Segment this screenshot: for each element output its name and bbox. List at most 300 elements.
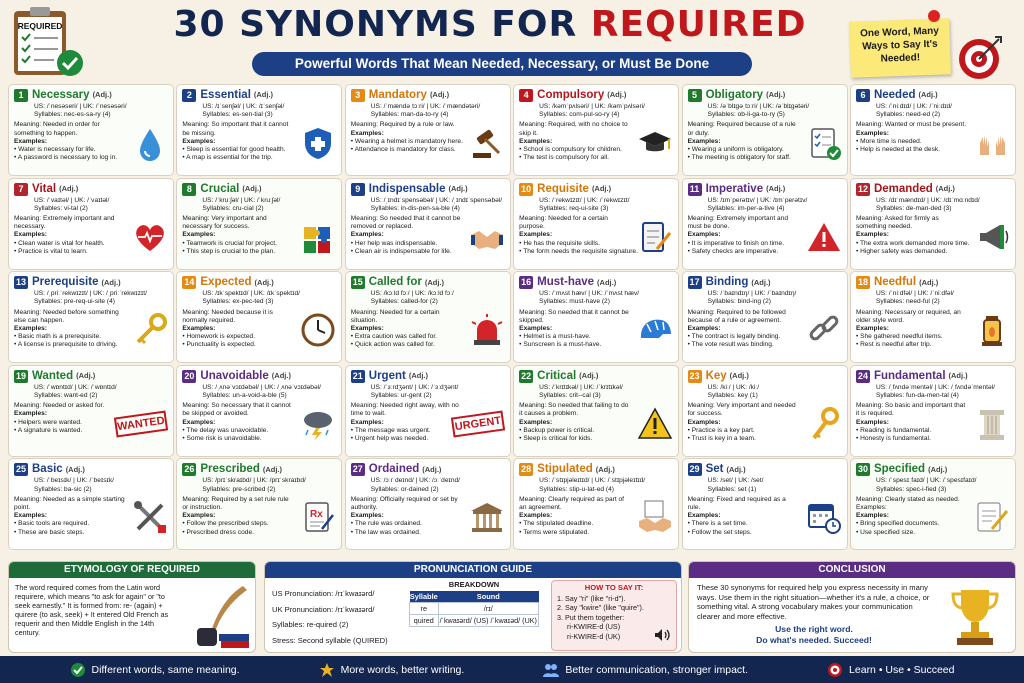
helmet-icon bbox=[637, 312, 673, 348]
card-word: Basic bbox=[32, 463, 63, 476]
card-number: 4 bbox=[519, 89, 533, 102]
example-list bbox=[688, 146, 808, 162]
card-meaning: Meaning: Necessary or required, an older style word. bbox=[855, 308, 961, 324]
example-item: • Wearing a uniform is obligatory. bbox=[688, 146, 808, 154]
card-number: 15 bbox=[352, 277, 363, 288]
tagline-line: Do what's needed. Succeed! bbox=[756, 634, 872, 645]
examples-label: Examples: bbox=[182, 137, 216, 145]
gavel-icon bbox=[469, 125, 505, 161]
card-pronunciation: US: /ɪkˈspektɪd/ | UK: /ɪkˈspektɪd/ bbox=[202, 290, 300, 298]
example-item: • Wearing a helmet is mandatory here. bbox=[351, 138, 471, 146]
how-to-say-title: HOW TO SAY IT: bbox=[584, 583, 644, 592]
synonym-card bbox=[176, 365, 342, 457]
examples-label: Examples: bbox=[182, 418, 216, 426]
sticky-note: One Word, Many Ways to Say It's Needed! bbox=[849, 18, 951, 77]
synonym-card bbox=[176, 271, 342, 363]
card-syllables: Syllables: bind-ing (2) bbox=[707, 298, 771, 306]
card-pronunciation: US: /ˈkrɪtɪkəl/ | UK: /ˈkrɪtɪkəl/ bbox=[539, 383, 623, 391]
card-pos: (Adj.) bbox=[253, 90, 274, 100]
card-pos: (Adj.) bbox=[919, 277, 939, 287]
alert-icon bbox=[637, 406, 673, 442]
card-word: Must-have bbox=[537, 276, 595, 289]
card-word: Necessary bbox=[32, 89, 90, 101]
examples-label: Examples: bbox=[14, 137, 47, 145]
page-title bbox=[110, 4, 870, 45]
card-pos: (Adj.) bbox=[766, 90, 786, 100]
example-list bbox=[688, 520, 808, 536]
example-item: • Basic tools are required. bbox=[14, 520, 134, 528]
example-list bbox=[182, 240, 302, 256]
card-pronunciation: US: /ˈɜːrdʒənt/ | UK: /ˈɜːdʒənt/ bbox=[370, 383, 459, 391]
example-list bbox=[856, 240, 976, 256]
urgent-stamp-icon: URGENT bbox=[451, 410, 505, 437]
card-syllables: Syllables: nec-es-sa-ry (4) bbox=[34, 111, 111, 119]
example-list bbox=[182, 520, 302, 536]
examples-label: Examples: bbox=[519, 137, 553, 145]
card-syllables: Syllables: fun-da-men-tal (4) bbox=[875, 391, 959, 399]
star-icon bbox=[319, 662, 335, 678]
card-number: 23 bbox=[689, 370, 700, 381]
examples-label: Examples: bbox=[14, 512, 47, 520]
card-meaning: Meaning: Wanted or must be present. bbox=[855, 121, 967, 129]
clipboard-pen-icon bbox=[637, 219, 673, 255]
footer bbox=[0, 656, 1024, 683]
card-pronunciation: US: /ˌfʌndəˈmentəl/ | UK: /ˌfʌndəˈmentəl/ bbox=[875, 383, 995, 391]
example-list bbox=[351, 333, 471, 349]
card-meaning: Meaning: Clearly stated as needed. Examples: bbox=[855, 495, 960, 511]
card-pos: (Adj.) bbox=[597, 277, 617, 287]
card-word: Critical bbox=[537, 369, 577, 382]
examples-label: Examples: bbox=[182, 512, 216, 520]
example-list bbox=[14, 146, 134, 162]
example-item: • Rest is needful after trip. bbox=[856, 341, 976, 349]
synonym-card bbox=[8, 458, 174, 550]
card-word: Prescribed bbox=[200, 463, 260, 476]
card-meaning: Meaning: Needed for a certain situation. bbox=[350, 308, 440, 324]
example-item: • The law was ordained. bbox=[351, 529, 471, 537]
card-pos: (Adj.) bbox=[935, 183, 955, 193]
card-number: 10 bbox=[521, 183, 532, 194]
card-number: 9 bbox=[351, 183, 365, 196]
card-syllables: Syllables: stip-u-lat-ed (4) bbox=[539, 485, 614, 493]
card-number: 26 bbox=[184, 464, 195, 475]
synonym-card bbox=[176, 458, 342, 550]
example-item: • Sleep is essential for good health. bbox=[182, 146, 302, 154]
how-step: ri-KWIRE-d (UK) bbox=[567, 631, 621, 641]
card-word: Imperative bbox=[705, 182, 764, 195]
title-part-2: REQUIRED bbox=[590, 4, 807, 45]
card-pos: (Adj.) bbox=[65, 464, 85, 474]
card-word: Expected bbox=[200, 276, 252, 289]
card-pos: (Adj.) bbox=[92, 90, 112, 100]
quill-ink-books-icon bbox=[189, 584, 251, 650]
conclusion-title: CONCLUSION bbox=[689, 562, 1015, 578]
card-pronunciation: US: /əˈblɪɡəˌtɔːri/ | UK: /əˈblɪɡətəri/ bbox=[707, 103, 810, 110]
card-syllables: Syllables: spec-i-fied (3) bbox=[875, 485, 947, 493]
handshake-icon bbox=[469, 219, 505, 255]
chain-icon bbox=[806, 312, 842, 348]
card-pos: (Adj.) bbox=[729, 371, 749, 381]
how-step: 2. Say "kwire" (like "quire"). bbox=[557, 603, 644, 613]
card-pos: (Adj.) bbox=[928, 464, 948, 474]
etymology-panel bbox=[8, 561, 256, 653]
synonym-card bbox=[513, 365, 679, 457]
card-pos: (Adj.) bbox=[59, 183, 79, 193]
card-word: Unavoidable bbox=[200, 369, 269, 382]
conclusion-text: These 30 synonyms for required help you express necessity in many ways. Use them in the right situation—whether it's a rule, a choice, or something vital. A strong vocabulary makes your communication clearer and more effective. bbox=[697, 583, 930, 621]
example-item: • Practice is a key part. bbox=[688, 427, 808, 435]
gold-key-icon bbox=[806, 406, 842, 442]
card-pronunciation: US: /ˈvaɪtəl/ | UK: /ˈvaɪtəl/ bbox=[34, 196, 110, 204]
examples-label: Examples: bbox=[687, 325, 721, 332]
uk-pronunciation: UK Pronunciation: /rɪˈkwaɪərd/ bbox=[272, 604, 375, 614]
example-list bbox=[856, 427, 976, 443]
card-number: 2 bbox=[182, 89, 196, 102]
card-meaning: Meaning: So needed that it cannot be removed or replaced. bbox=[350, 215, 461, 231]
breakdown-cell: /rɪ/ bbox=[438, 602, 538, 614]
card-word: Stipulated bbox=[537, 463, 593, 476]
card-pos: (Adj.) bbox=[607, 90, 627, 100]
example-item: • Practice is vital to learn. bbox=[14, 248, 134, 256]
card-pos: (Adj.) bbox=[595, 464, 615, 474]
card-number: 20 bbox=[184, 370, 195, 381]
example-item: • Reading is fundamental. bbox=[856, 427, 976, 435]
example-item: • He has the requisite skills. bbox=[519, 240, 639, 248]
card-word: Key bbox=[705, 369, 727, 382]
card-pos: (Adj.) bbox=[766, 183, 786, 193]
card-meaning: Meaning: So important that it cannot be missing. bbox=[182, 121, 289, 137]
card-syllables: Syllables: vi-tal (2) bbox=[34, 204, 88, 212]
synonym-card bbox=[850, 84, 1016, 176]
card-word: Called for bbox=[368, 276, 422, 289]
card-pronunciation: US: /ˌpriːˈrekwɪzɪt/ | UK: /ˌpriːˈrekwɪzɪt/ bbox=[34, 290, 147, 298]
card-meaning: Meaning: Very important and necessary for success. bbox=[182, 215, 267, 231]
example-item: • Safety checks are imperative. bbox=[688, 248, 808, 256]
card-word: Specified bbox=[873, 463, 926, 476]
examples-label: Examples: bbox=[519, 325, 553, 332]
calendar-clock-icon bbox=[806, 499, 842, 535]
card-pronunciation: US: /kiː/ | UK: /kiː/ bbox=[707, 383, 760, 391]
example-list bbox=[856, 138, 976, 154]
card-meaning: Meaning: Fixed and required as a rule. bbox=[687, 495, 786, 511]
checklist-icon bbox=[806, 125, 842, 161]
card-word: Needful bbox=[873, 276, 917, 289]
synonym-card bbox=[682, 84, 848, 176]
card-meaning: Meaning: Needed because it is normally required. bbox=[182, 308, 273, 324]
card-pronunciation: US: /ˈmʌst hæv/ | UK: /ˈmʌst hæv/ bbox=[539, 290, 640, 298]
card-pronunciation: US: /ˈkruːʃəl/ | UK: /ˈkruːʃəl/ bbox=[202, 196, 281, 204]
card-pronunciation: US: /ɔːrˈdeɪnd/ | UK: /ɔːˈdeɪnd/ bbox=[370, 477, 461, 485]
card-pos: (Adj.) bbox=[271, 371, 291, 381]
synonym-card bbox=[176, 178, 342, 270]
example-item: • Prescribed dress code. bbox=[182, 529, 302, 537]
example-list bbox=[856, 520, 976, 536]
synonym-card bbox=[176, 84, 342, 176]
example-list bbox=[182, 427, 302, 443]
puzzle-icon bbox=[300, 219, 336, 255]
card-number: 19 bbox=[15, 370, 26, 381]
card-word: Demanded bbox=[873, 182, 933, 195]
example-list bbox=[351, 138, 471, 154]
card-pronunciation: US: /ˈrekwɪzɪt/ | UK: /ˈrekwɪzɪt/ bbox=[539, 196, 630, 204]
example-list bbox=[519, 146, 639, 162]
example-item: • Clean water is vital for health. bbox=[14, 240, 134, 248]
how-to-say-box bbox=[551, 580, 677, 651]
example-item: • Homework is expected. bbox=[182, 333, 302, 341]
how-step: 3. Put them together: bbox=[557, 612, 625, 622]
tagline-line: Use the right word. bbox=[775, 624, 853, 635]
card-pronunciation: US: /ˈbeɪsɪk/ | UK: /ˈbeɪsɪk/ bbox=[34, 477, 114, 485]
card-meaning: Meaning: Required to be followed because of a rule or agreement. bbox=[687, 308, 786, 324]
example-item: • The delay was unavoidable. bbox=[182, 427, 302, 435]
card-meaning: Meaning: Extremely important and necessary. bbox=[14, 215, 115, 231]
example-item: • A signature is wanted. bbox=[14, 427, 134, 435]
synonym-grid bbox=[8, 84, 1016, 550]
example-item: • Trust is key in a team. bbox=[688, 435, 808, 443]
card-syllables: Syllables: ob-li-ga-to-ry (5) bbox=[707, 111, 785, 119]
example-item: • Urgent help was needed. bbox=[351, 435, 471, 443]
card-word: Compulsory bbox=[537, 89, 605, 101]
card-number: 22 bbox=[521, 370, 532, 381]
heartbeat-icon bbox=[132, 219, 168, 255]
card-pos: (Adj.) bbox=[918, 90, 938, 100]
card-syllables: Syllables: must-have (2) bbox=[539, 298, 610, 306]
example-item: • Help is needed at the desk. bbox=[856, 146, 976, 154]
example-item: • Sunscreen is a must-have. bbox=[519, 341, 639, 349]
card-meaning: Meaning: So needed that it cannot be skipped. bbox=[519, 308, 629, 324]
example-list bbox=[856, 333, 976, 349]
card-pronunciation: US: /ɪmˈperətɪv/ | UK: /ɪmˈperətɪv/ bbox=[707, 196, 808, 204]
card-syllables: Syllables: req-ui-site (3) bbox=[539, 204, 609, 212]
card-number: 29 bbox=[689, 464, 700, 475]
examples-label: Examples: bbox=[182, 231, 216, 239]
examples-label: Examples: bbox=[855, 231, 889, 239]
column-icon bbox=[974, 406, 1010, 442]
examples-label: Examples: bbox=[687, 231, 721, 239]
example-item: • Helpers were wanted. bbox=[14, 419, 134, 427]
graduation-cap-icon bbox=[637, 125, 673, 161]
card-number: 7 bbox=[14, 183, 28, 196]
example-item: • More time is needed. bbox=[856, 138, 976, 146]
card-pos: (Adj.) bbox=[948, 371, 968, 381]
card-pos: (Adj.) bbox=[408, 371, 429, 381]
synonym-card bbox=[345, 84, 511, 176]
synonym-card bbox=[513, 178, 679, 270]
synonym-card bbox=[345, 365, 511, 457]
raised-hands-icon bbox=[974, 125, 1010, 161]
example-list bbox=[519, 240, 639, 256]
examples-label: Examples: bbox=[14, 231, 47, 239]
examples-label: Examples: bbox=[687, 418, 721, 426]
card-syllables: Syllables: called-for (2) bbox=[370, 298, 438, 306]
stress: Stress: Second syllable (QUIRED) bbox=[272, 635, 388, 645]
bottom-panels bbox=[8, 561, 1016, 654]
target-icon bbox=[957, 35, 1003, 81]
card-number: 27 bbox=[352, 464, 363, 475]
examples-label: Examples: bbox=[519, 231, 553, 239]
card-pos: (Adj.) bbox=[262, 464, 283, 474]
card-syllables: Syllables: key (1) bbox=[707, 391, 758, 399]
card-meaning: Meaning: So basic and important that it is required. bbox=[855, 402, 966, 418]
card-word: Crucial bbox=[200, 182, 240, 195]
card-word: Fundamental bbox=[873, 369, 946, 382]
card-word: Requisite bbox=[537, 182, 589, 195]
card-pronunciation: US: /dɪˈmændɪd/ | UK: /dɪˈmɑːndɪd/ bbox=[875, 196, 980, 204]
card-syllables: Syllables: pre-scribed (2) bbox=[202, 485, 276, 493]
card-syllables: Syllables: need-ed (2) bbox=[875, 111, 941, 119]
example-item: • Helmet is a must-have. bbox=[519, 333, 639, 341]
example-item: • The rule was ordained. bbox=[351, 520, 471, 528]
example-list bbox=[688, 240, 808, 256]
speaker-icon bbox=[654, 628, 670, 642]
example-item: • The message was urgent. bbox=[351, 427, 471, 435]
footer-text: Different words, same meaning. bbox=[91, 663, 240, 676]
example-list bbox=[519, 520, 639, 536]
example-item: • A license is prerequisite to driving. bbox=[14, 341, 134, 349]
footer-item bbox=[543, 662, 748, 678]
card-pos: (Adj.) bbox=[429, 90, 450, 100]
card-syllables: Syllables: com-pul-so-ry (4) bbox=[539, 111, 620, 119]
card-number: 14 bbox=[184, 277, 195, 288]
people-icon bbox=[543, 662, 559, 678]
examples-label: Examples: bbox=[182, 325, 216, 332]
example-list bbox=[351, 520, 471, 536]
synonym-card bbox=[8, 365, 174, 457]
clock-icon bbox=[300, 312, 336, 348]
synonym-card bbox=[682, 458, 848, 550]
synonym-card bbox=[850, 458, 1016, 550]
synonym-card bbox=[8, 178, 174, 270]
card-number: 8 bbox=[182, 183, 196, 196]
example-item: • School is compulsory for children. bbox=[519, 146, 639, 154]
card-number: 16 bbox=[521, 277, 532, 288]
shield-cross-icon bbox=[300, 125, 336, 161]
example-list bbox=[351, 240, 471, 256]
example-item: • Higher safety was demanded. bbox=[856, 248, 976, 256]
card-number: 3 bbox=[351, 89, 365, 102]
card-number: 21 bbox=[352, 370, 363, 381]
card-meaning: Meaning: Needed in order for something to happen. bbox=[14, 121, 100, 137]
us-pronunciation: US Pronunciation: /rɪˈkwaɪərd/ bbox=[272, 589, 375, 598]
card-number: 18 bbox=[857, 277, 868, 288]
card-meaning: Meaning: Officially required or set by authority. bbox=[350, 495, 458, 511]
card-pos: (Adj.) bbox=[726, 464, 746, 474]
card-meaning: Meaning: Required, with no choice to skip it. bbox=[519, 121, 628, 137]
synonym-card bbox=[682, 365, 848, 457]
example-item: • Her help was indispensable. bbox=[351, 240, 471, 248]
clipboard-label: REQUIRED bbox=[17, 21, 63, 31]
synonym-card bbox=[8, 84, 174, 176]
synonym-card bbox=[682, 178, 848, 270]
card-number: 5 bbox=[688, 89, 702, 102]
examples-label: Examples: bbox=[350, 418, 384, 426]
page-subtitle: Powerful Words That Mean Needed, Necessary, or Must Be Done bbox=[252, 52, 752, 76]
card-syllables: Syllables: es-sen-tial (3) bbox=[202, 111, 273, 119]
card-meaning: Meaning: Very important and needed for success. bbox=[687, 402, 796, 418]
card-syllables: Syllables: im-per-a-tive (4) bbox=[707, 204, 785, 212]
card-syllables: Syllables: set (1) bbox=[707, 485, 757, 493]
footer-item bbox=[70, 662, 240, 678]
example-list bbox=[14, 240, 134, 256]
card-word: Needed bbox=[873, 89, 916, 101]
examples-label: Examples: bbox=[14, 325, 47, 332]
card-meaning: Meaning: Needed right away, with no time to wait. bbox=[350, 402, 459, 418]
card-syllables: Syllables: pre-req-ui-site (4) bbox=[34, 298, 115, 306]
etymology-text: The word required comes from the Latin word requirere, which means "to ask for again" or "to seek earnestly." It is formed from: re- (again) + quirere (to ask, seek) + It entered Old French as requerir and then Middle English in the 14th century. bbox=[15, 583, 169, 637]
example-item: • Extra caution was called for. bbox=[351, 333, 471, 341]
warning-icon bbox=[806, 219, 842, 255]
title-part-1: 30 SYNONYMS FOR bbox=[173, 4, 591, 45]
breakdown-title: BREAKDOWN bbox=[448, 580, 500, 589]
card-word: Essential bbox=[200, 89, 251, 101]
footer-text: More words, better writing. bbox=[340, 663, 465, 676]
example-item: • The extra work demanded more time. bbox=[856, 240, 976, 248]
card-word: Mandatory bbox=[368, 89, 427, 101]
card-meaning: Meaning: Needed for a certain purpose. bbox=[519, 215, 608, 231]
card-word: Obligatory bbox=[705, 89, 764, 101]
example-item: • Terms were stipulated. bbox=[519, 529, 639, 537]
card-pos: (Adj.) bbox=[242, 183, 262, 193]
footer-item bbox=[827, 662, 954, 678]
footer-item bbox=[319, 662, 465, 678]
card-word: Urgent bbox=[368, 369, 406, 382]
pronunciation-title: PRONUNCIATION GUIDE bbox=[265, 562, 681, 578]
target-icon bbox=[827, 662, 843, 678]
footer-text: Learn • Use • Succeed bbox=[849, 663, 955, 676]
example-list bbox=[14, 333, 134, 349]
example-item: • There is a set time. bbox=[688, 520, 808, 528]
clipboard-checklist-icon bbox=[8, 5, 86, 79]
examples-label: Examples: bbox=[519, 512, 553, 520]
example-list bbox=[14, 520, 134, 536]
example-item: • Water is necessary for life. bbox=[14, 146, 134, 154]
example-item: • Sleep is critical for kids. bbox=[519, 435, 639, 443]
breakdown-cell: quired bbox=[410, 614, 439, 626]
examples-label: Examples: bbox=[855, 325, 889, 332]
document-pen-icon bbox=[974, 499, 1010, 535]
examples-label: Examples: bbox=[855, 418, 889, 426]
examples-label: Examples: bbox=[14, 410, 47, 418]
pronunciation-panel bbox=[264, 561, 682, 653]
examples-label: Examples: bbox=[350, 129, 384, 137]
card-meaning: Meaning: So needed that failing to do it causes a problem. bbox=[519, 402, 629, 418]
card-pronunciation: US: /ˈniːdfəl/ | UK: /ˈniːdfəl/ bbox=[875, 290, 954, 298]
card-syllables: Syllables: ba-sic (2) bbox=[34, 485, 92, 493]
conclusion-panel bbox=[688, 561, 1016, 653]
card-pronunciation: US: /prɪˈskraɪbd/ | UK: /prɪˈskraɪbd/ bbox=[202, 477, 306, 485]
card-pronunciation: US: /kɔːld fɔː/ | UK: /kɔːld fɔː/ bbox=[370, 290, 454, 298]
example-list bbox=[182, 146, 302, 162]
example-item: • The form needs the requisite signature. bbox=[519, 248, 639, 256]
card-number: 17 bbox=[689, 277, 700, 288]
example-item: • Follow the prescribed steps. bbox=[182, 520, 302, 528]
example-item: • Punctuality is expected. bbox=[182, 341, 302, 349]
card-number: 13 bbox=[15, 277, 26, 288]
header bbox=[0, 0, 1024, 82]
key-icon bbox=[132, 312, 168, 348]
breakdown-cell: /ˈkwaɪərd/ (US) /ˈkwaɪəd/ (UK) bbox=[439, 615, 537, 625]
card-number: 25 bbox=[15, 464, 26, 475]
synonym-card bbox=[513, 458, 679, 550]
example-item: • Use specified size. bbox=[856, 529, 976, 537]
card-word: Indispensable bbox=[368, 182, 446, 195]
example-item: • This step is crucial to the plan. bbox=[182, 248, 302, 256]
card-syllables: Syllables: want-ed (2) bbox=[34, 391, 98, 399]
card-meaning: Meaning: Clearly required as part of an agreement. bbox=[519, 495, 624, 511]
breakdown-head-sound: Sound bbox=[438, 591, 538, 602]
example-item: • Quick action was called for. bbox=[351, 341, 471, 349]
card-syllables: Syllables: ex-pec-ted (3) bbox=[202, 298, 274, 306]
